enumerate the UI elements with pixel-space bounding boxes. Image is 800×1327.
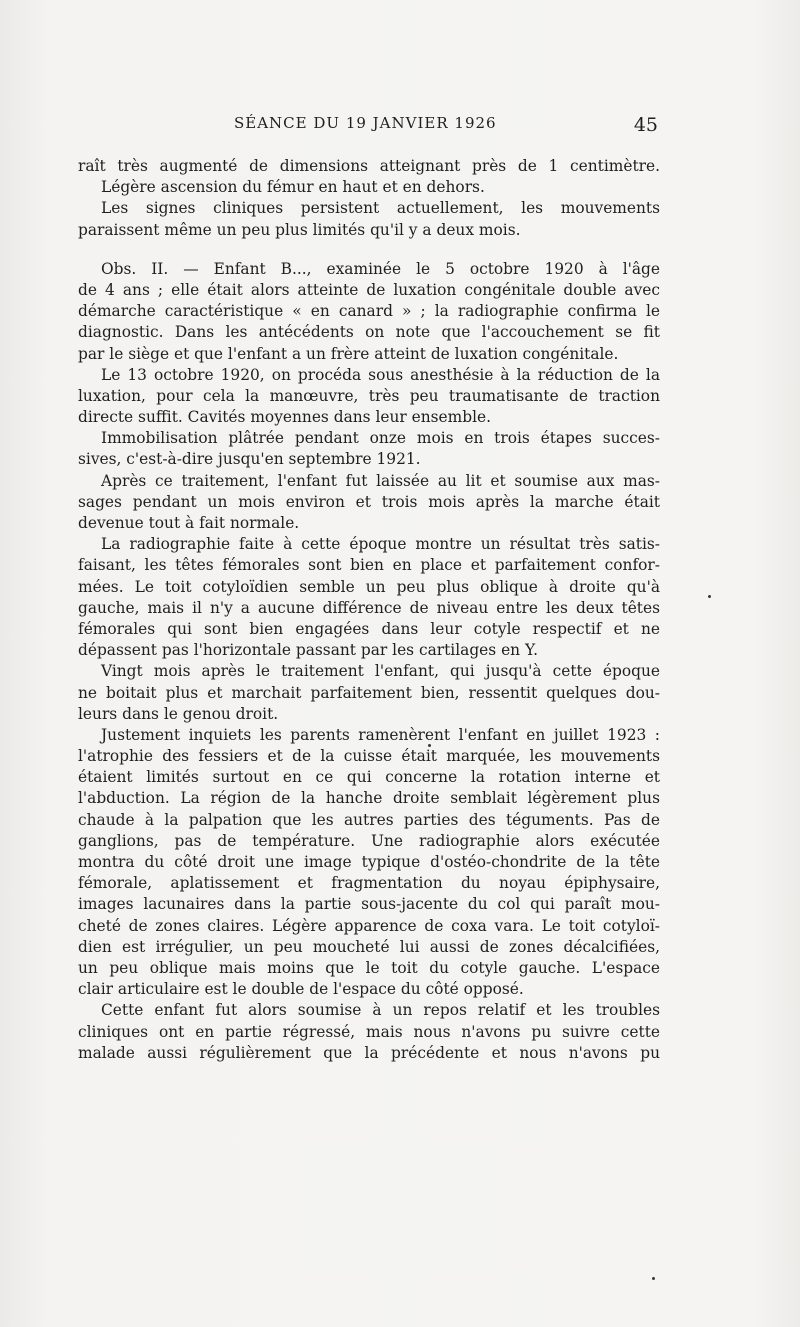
text-line: ne boitait plus et marchait parfaitement bien, ressentit quelques dou- xyxy=(78,683,660,702)
text-line: Justement inquiets les parents ramenèrent l'enfant en juillet 1923 : xyxy=(101,725,660,744)
text-line: dien est irrégulier, un peu moucheté lui aussi de zones décalcifiées, xyxy=(78,937,660,956)
text-line: ganglions, pas de température. Une radiographie alors exécutée xyxy=(78,831,660,850)
text-line: l'atrophie des fessiers et de la cuisse était marquée, les mouvements xyxy=(78,747,660,766)
text-line: paraissent même un peu plus limités qu'il y a deux mois. xyxy=(78,220,521,239)
paragraph xyxy=(78,156,660,198)
body-text xyxy=(78,156,660,1064)
text-line: Après ce traitement, l'enfant fut laissée au lit et soumise aux mas- xyxy=(101,471,660,490)
text-line: gauche, mais il n'y a aucune différence de niveau entre les deux têtes xyxy=(78,598,660,617)
text-line: mées. Le toit cotyloïdien semble un peu plus oblique à droite qu'à xyxy=(78,577,660,596)
text-line: démarche caractéristique « en canard » ; la radiographie confirma le xyxy=(78,302,660,321)
paragraph xyxy=(78,725,660,1000)
section-gap xyxy=(78,241,660,259)
text-line: luxation, pour cela la manœuvre, très peu traumatisante de traction xyxy=(78,386,660,405)
paragraph xyxy=(78,661,660,725)
text-line: par le siège et que l'enfant a un frère atteint de luxation congénitale. xyxy=(78,344,619,363)
text-line: La radiographie faite à cette époque montre un résultat très satis- xyxy=(101,535,660,554)
paragraph xyxy=(78,428,660,470)
paragraph xyxy=(78,198,660,240)
page-number: 45 xyxy=(633,114,658,136)
text-line: images lacunaires dans la partie sous-jacente du col qui paraît mou- xyxy=(78,895,660,914)
running-title: SÉANCE DU 19 JANVIER 1926 xyxy=(234,114,497,132)
text-line: de 4 ans ; elle était alors atteinte de luxation congénitale double avec xyxy=(78,280,660,299)
text-line: cheté de zones claires. Légère apparence de coxa vara. Le toit cotyloï- xyxy=(78,916,660,935)
text-line: clair articulaire est le double de l'espace du côté opposé. xyxy=(78,980,524,999)
paragraph xyxy=(78,365,660,429)
text-line: devenue tout à fait normale. xyxy=(78,514,300,532)
text-line: Vingt mois après le traitement l'enfant, qui jusqu'à cette époque xyxy=(101,662,660,681)
scan-speck xyxy=(708,595,711,598)
paragraph xyxy=(78,471,660,535)
text-line: raît très augmenté de dimensions atteignant près de 1 centimètre. xyxy=(78,157,660,175)
paragraph xyxy=(78,1000,660,1064)
text-line: fémorales qui sont bien engagées dans leur cotyle respectif et ne xyxy=(78,619,660,638)
text-line: l'abduction. La région de la hanche droite semblait légèrement plus xyxy=(78,789,660,808)
text-line: Le 13 octobre 1920, on procéda sous anesthésie à la réduction de la xyxy=(101,365,660,384)
paragraph xyxy=(78,259,660,365)
text-line: un peu oblique mais moins que le toit du cotyle gauche. L'espace xyxy=(78,958,660,977)
text-line: Légère ascension du fémur en haut et en dehors. xyxy=(101,178,485,197)
text-line: étaient limités surtout en ce qui concerne la rotation interne et xyxy=(78,768,660,787)
text-line: sages pendant un mois environ et trois mois après la marche était xyxy=(78,492,660,511)
text-line: Obs. II. — Enfant B..., examinée le 5 octobre 1920 à l'âge xyxy=(101,259,660,278)
text-line: Les signes cliniques persistent actuellement, les mouvements xyxy=(101,199,660,218)
text-line: leurs dans le genou droit. xyxy=(78,704,279,723)
text-line: chaude à la palpation que les autres parties des téguments. Pas de xyxy=(78,810,660,829)
text-line: Immobilisation plâtrée pendant onze mois en trois étapes succes- xyxy=(101,429,660,448)
text-line: sives, c'est-à-dire jusqu'en septembre 1921. xyxy=(78,450,421,469)
text-line: diagnostic. Dans les antécédents on note que l'accouchement se fit xyxy=(78,323,660,342)
paragraph xyxy=(78,534,660,661)
text-line: cliniques ont en partie régressé, mais nous n'avons pu suivre cette xyxy=(78,1022,660,1041)
text-line: fémorale, aplatissement et fragmentation du noyau épiphysaire, xyxy=(78,874,660,893)
scan-speck xyxy=(652,1277,655,1280)
scan-speck xyxy=(428,744,431,747)
text-line: directe suffit. Cavités moyennes dans leur ensemble. xyxy=(78,408,492,427)
text-line: montra du côté droit une image typique d'ostéo-chondrite de la tête xyxy=(78,853,660,871)
text-line: Cette enfant fut alors soumise à un repos relatif et les troubles xyxy=(101,1001,660,1020)
text-line: faisant, les têtes fémorales sont bien en place et parfaitement confor- xyxy=(78,556,660,575)
page-header xyxy=(78,114,660,140)
text-line: dépassent pas l'horizontale passant par les cartilages en Y. xyxy=(78,641,539,660)
text-line: malade aussi régulièrement que la précédente et nous n'avons pu xyxy=(78,1043,660,1062)
